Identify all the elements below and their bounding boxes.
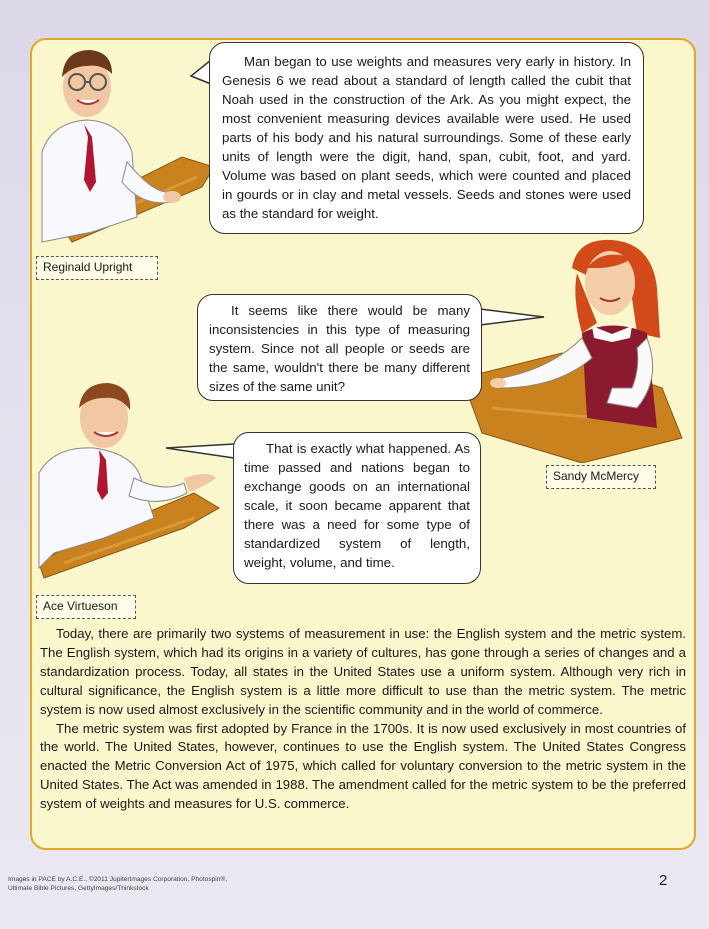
ace-name-tag: Ace Virtueson [36, 595, 136, 619]
sandy-illustration [462, 238, 692, 463]
body-text [40, 625, 686, 814]
ace-speech-text: That is exactly what happened. As time passed and nations began to exchange goods on an international scale, it soon became apparent that there was a need for some type of standardized system of length, weight, volume, and time. [244, 441, 470, 570]
page-number: 2 [659, 872, 668, 889]
bubble-2-tail [478, 305, 548, 329]
bubble-3-tail [164, 440, 236, 464]
reginald-speech-text: Man began to use weights and measures very early in history. In Genesis 6 we read about a standard of length called the cubit that Noah used in the construction of the Ark. As you might expect, the most convenient measuring devices available were used. He used parts of his body and his natural surroundings. Some of these early units of length were the digit, hand, span, cubit, foot, and yard. Volume was based on plant seeds, which were counted and placed in gourds or in clay and metal vessels. Seeds and stones were used as the standard for weight. [222, 54, 631, 221]
ace-illustration [34, 378, 234, 593]
reginald-speech-bubble [209, 42, 644, 234]
body-paragraph-1: Today, there are primarily two systems of measurement in use: the English system and the metric system. The English system, which had its origins in a variety of cultures, has gone through a series of changes and a standardization process. Today, all states in the United States use a uniform system. Although very rich in cultural significance, the English system is a little more difficult to use than the metric system. The metric system is now used almost exclusively in the scientific community and in the world of commerce. [40, 626, 686, 717]
reginald-name-tag: Reginald Upright [36, 256, 158, 280]
image-credits [8, 876, 288, 893]
credits-line-1: Images in PACE by A.C.E., ©2011 JupiterImages Corporation, Photospin®, [8, 876, 228, 883]
sandy-speech-text: It seems like there would be many inconsistencies in this type of measuring system. Since not all people or seeds are the same, wouldn't there be many different sizes of the same unit? [209, 303, 470, 394]
sandy-name-tag: Sandy McMercy [546, 465, 656, 489]
body-paragraph-2: The metric system was first adopted by France in the 1700s. It is now used exclusively in most countries of the world. The United States, however, continues to use the English system. The United States Congress enacted the Metric Conversion Act of 1975, which called for voluntary conversion to the metric system in the United States. The Act was amended in 1988. The amendment called for the metric system to be the preferred system of weights and measures for U.S. commerce. [40, 720, 686, 812]
sandy-speech-bubble [197, 294, 482, 401]
ace-speech-bubble [233, 432, 481, 584]
credits-line-2: Ultimate Bible Pictures, GettyImages/Thinkstock [8, 884, 149, 892]
